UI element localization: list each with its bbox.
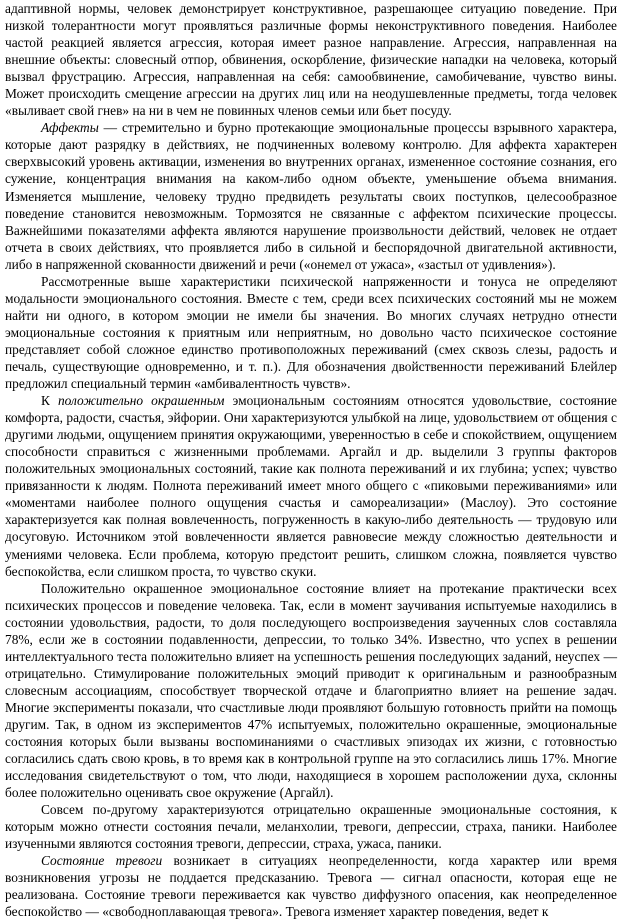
text-run: эмоциональным состояниям относятся удовольствие, состояние комфорта, радости, счастья, эйфории. Они характеризуются улыбкой на лице, удовольствием от общения с другими людьми, ощущением принятия окружающими, уверенностью в себе и спокойствием, ощущением способности справиться с жизненными проблемами. Аргайл и др. выделили 3 группы факторов положительных эмоциональных состояний, такие как полнота переживаний и их глубина; успех; чувство привязанности к людям. Полнота переживаний имеет много общего с «пиковыми переживаниями» или «моментами наиболее полного ощущения счастья и самореализации» (Маслоу). Это состояние характеризуется как полная вовлеченность, погруженность в какую-либо деятельность — трудовую или досуговую. Источником этой вовлеченности является равновесие между сложностью деятельности и умениями человека. Если проблема, которую предстоит решить, слишком сложна, появляется чувство беспокойства, если слишком проста, то чувство скуки. <box>5 393 617 579</box>
term-affects: Аффекты <box>41 120 99 136</box>
paragraph-frustration-aggression <box>5 0 617 119</box>
paragraph-affects <box>5 119 617 272</box>
text-run: К <box>41 393 58 409</box>
text-run: Положительно окрашенное эмоциональное состояние влияет на протекание практически всех психических процессов и поведение человека. Так, если в момент заучивания испытуемые находились в состоянии удовольствия, радости, то доля последующего воспроизведения заученных слов составляла 78%, если же в состоянии подавленности, депрессии, то только 34%. Известно, что успех в решении интеллектуального теста положительно влияет на успешность решения последующих заданий, неуспех — отрицательно. Стимулирование положительных эмоций приводит к оригинальным и разнообразным словесным ассоциациям, способствует творческой отдаче и благоприятно влияет на решение задач. Многие эксперименты показали, что счастливые люди проявляют большую готовность прийти на помощь другим. Так, в одном из экспериментов 47% испытуемых, положительно окрашенные, эмоциональные состояния которых были вызваны воспоминаниями о счастливых эпизодах их жизни, с готовностью согласились сдать свою кровь, в то время как в контрольной группе на это согласились лишь 17%. Многие исследования свидетельствуют о том, что люди, находящиеся в хорошем расположении духа, склонны более положительно оценивать свое окружение (Аргайл). <box>5 580 617 801</box>
paragraph-anxiety <box>5 852 617 920</box>
term-positive: положительно окрашенным <box>57 393 225 409</box>
term-anxiety: Состояние тревоги <box>41 853 163 869</box>
paragraph-positive-influence <box>5 580 617 802</box>
text-run: возникает в ситуациях неопределенности, когда характер или время возникновения угрозы не поддается предсказанию. Тревога — сигнал опасности, которая еще не реализована. Состояние тревоги переживается как чувство диффузного опасения, как неопределенное беспокойство — «свободноплавающая тревога». Тревога изменяет характер поведения, ведет к <box>5 853 618 920</box>
text-run: — стремительно и бурно протекающие эмоциональные процессы взрывного характера, которые дают разрядку в действиях, не подчиненных волевому контролю. Для аффекта характерен сверхвысокий уровень активации, изменения во внутренних органах, измененное состояние сознания, его сужение, концентрация внимания на каком-либо одном объекте, уменьшение объема внимания. Изменяется мышление, человеку трудно предвидеть результаты своих поступков, целесообразное поведение становится невозможным. Тормозятся не связанные с аффектом психические процессы. Важнейшими показателями аффекта являются нарушение произвольности действий, человек не отдает отчета в своих действиях, что проявляется либо в сильной и беспорядочной двигательной активности, либо в напряженной скованности движений и речи («онемел от ужаса», «застыл от удивления»). <box>5 120 617 272</box>
paragraph-negative-states <box>5 801 617 852</box>
paragraph-emotional-modality <box>5 273 617 392</box>
paragraph-positive-states <box>5 392 617 580</box>
text-run: адаптивной нормы, человек демонстрирует конструктивное, разрешающее ситуацию поведение. При низкой толерантности могут проявляться различные формы неконструктивного поведения. Наиболее частой реакцией является агрессия, которая имеет разное направление. Агрессия, направленная на внешние объекты: словесный отпор, обвинения, оскорбление, физические нападки на человека, который вызвал фрустрацию. Агрессия, направленная на себя: самообвинение, самобичевание, чувство вины. Может происходить смещение агрессии на других лиц или на неодушевленные предметы, тогда человек «выливает свой гнев» на ни в чем не повинных членов семьи или бьет посуду. <box>5 1 617 119</box>
text-run: Совсем по-другому характеризуются отрицательно окрашенные эмоциональные состояния, к которым можно отнести состояния печали, меланхолии, тревоги, депрессии, страха, паники. Наиболее изученными являются состояния тревоги, депрессии, страха, ужаса, паники. <box>5 802 617 852</box>
text-run: Рассмотренные выше характеристики психической напряженности и тонуса не определяют модальности эмоционального состояния. Вместе с тем, среди всех психических состояний мы не можем найти ни одного, в котором эмоции не имели бы значения. Во многих случаях нетрудно отнести эмоциональные состояния к приятным или неприятным, но довольно часто психическое состояние представляет собой сложное единство противоположных переживаний (смех сквозь слезы, радость и печаль, существующие одновременно, и т. п.). Для обозначения двойственности переживаний Блейлер предложил специальный термин «амбивалентность чувств». <box>5 273 617 392</box>
